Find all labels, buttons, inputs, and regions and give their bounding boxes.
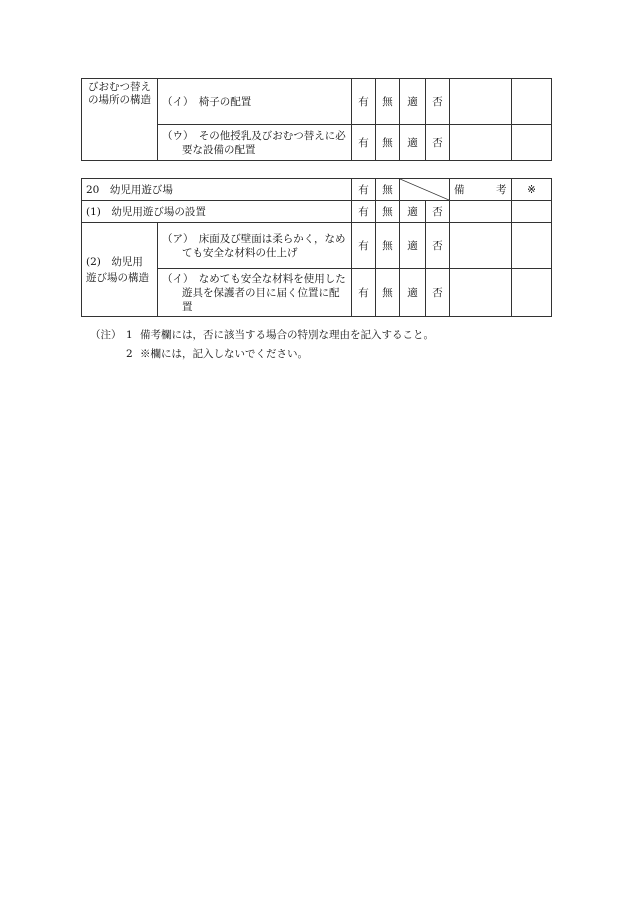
table-header-row	[82, 179, 552, 201]
diagonal-cell	[400, 179, 450, 201]
note-prefix-spacer	[90, 345, 126, 364]
check-cell-yes: 有	[352, 79, 376, 125]
table-baby-care-room	[81, 78, 552, 161]
check-cell-inappropriate: 否	[426, 269, 450, 317]
header-no: 無	[376, 179, 400, 201]
table-row	[82, 223, 552, 269]
check-cell-yes: 有	[352, 201, 376, 223]
remarks-cell	[450, 223, 512, 269]
note-item	[90, 345, 434, 364]
check-cell-yes: 有	[352, 269, 376, 317]
check-cell-appropriate: 適	[400, 269, 426, 317]
item-cell: （イ） なめても安全な材料を使用した遊具を保護者の目に届く位置に配置	[158, 269, 352, 317]
check-cell-appropriate: 適	[400, 223, 426, 269]
header-mark: ※	[512, 179, 552, 201]
check-cell-inappropriate: 否	[426, 201, 450, 223]
check-cell-no: 無	[376, 201, 400, 223]
note-item	[90, 326, 434, 345]
note-prefix: （注）	[90, 329, 122, 341]
note-text: ※欄には，記入しないでください。	[140, 348, 308, 360]
diagonal-line	[400, 179, 449, 200]
mark-cell	[512, 201, 552, 223]
table-row	[82, 201, 552, 223]
mark-cell	[512, 223, 552, 269]
section-title: 20 幼児用遊び場	[82, 179, 352, 201]
check-cell-appropriate: 適	[400, 125, 426, 161]
note-number: 2	[126, 348, 133, 360]
check-cell-no: 無	[376, 125, 400, 161]
table-infant-playground	[81, 178, 552, 317]
check-cell-inappropriate: 否	[426, 125, 450, 161]
remarks-cell	[450, 201, 512, 223]
check-cell-no: 無	[376, 223, 400, 269]
note-text: 備考欄には，否に該当する場合の特別な理由を記入すること。	[140, 329, 434, 341]
mark-cell	[512, 79, 552, 125]
check-cell-yes: 有	[352, 125, 376, 161]
remarks-cell	[450, 269, 512, 317]
remarks-cell	[450, 79, 512, 125]
mark-cell	[512, 269, 552, 317]
mark-cell	[512, 125, 552, 161]
header-remarks: 備 考	[450, 179, 512, 201]
check-cell-appropriate: 適	[400, 201, 426, 223]
item-cell: （ア） 床面及び壁面は柔らかく，なめても安全な材料の仕上げ	[158, 223, 352, 269]
check-cell-inappropriate: 否	[426, 79, 450, 125]
check-cell-yes: 有	[352, 223, 376, 269]
check-cell-no: 無	[376, 269, 400, 317]
footnotes	[90, 326, 434, 364]
check-cell-no: 無	[376, 79, 400, 125]
check-cell-appropriate: 適	[400, 79, 426, 125]
table-row	[82, 79, 552, 125]
note-number: 1	[126, 329, 133, 341]
item-cell: （ウ） その他授乳及びおむつ替えに必要な設備の配置	[158, 125, 352, 161]
remarks-cell	[450, 125, 512, 161]
check-cell-inappropriate: 否	[426, 223, 450, 269]
item-cell: （イ） 椅子の配置	[158, 79, 352, 125]
item-cell: (1) 幼児用遊び場の設置	[82, 201, 352, 223]
section-label: (2) 幼児用遊び場の構造	[82, 223, 158, 317]
header-yes: 有	[352, 179, 376, 201]
section-label: びおむつ替えの場所の構造	[82, 79, 158, 161]
